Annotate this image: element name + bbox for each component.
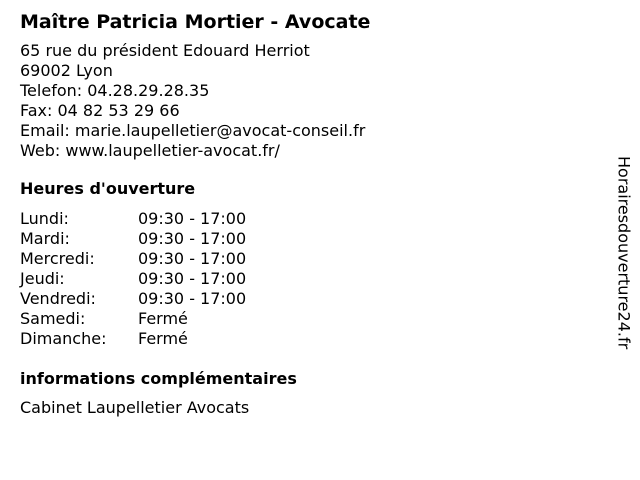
additional-info-text: Cabinet Laupelletier Avocats xyxy=(20,398,250,417)
street-address: 65 rue du président Edouard Herriot xyxy=(20,41,310,60)
day-hours: 09:30 - 17:00 xyxy=(138,269,247,288)
source-site-label[interactable]: Horairesdouverture24.fr xyxy=(614,156,634,350)
hours-row-thursday xyxy=(20,269,600,289)
day-hours: 09:30 - 17:00 xyxy=(138,229,247,248)
fax-number: Fax: 04 82 53 29 66 xyxy=(20,101,180,120)
opening-hours-heading: Heures d'ouverture xyxy=(20,179,196,198)
day-hours: 09:30 - 17:00 xyxy=(138,289,247,308)
email-link[interactable]: Email: marie.laupelletier@avocat-conseil.fr xyxy=(20,121,366,140)
phone-number[interactable]: Telefon: 04.28.29.28.35 xyxy=(20,81,210,100)
hours-row-friday xyxy=(20,289,600,309)
hours-row-monday xyxy=(20,209,600,229)
business-card xyxy=(20,10,600,418)
page-title: Maître Patricia Mortier - Avocate xyxy=(20,11,371,33)
hours-row-wednesday xyxy=(20,249,600,269)
hours-row-tuesday xyxy=(20,229,600,249)
day-hours: Fermé xyxy=(138,329,188,348)
day-hours: Fermé xyxy=(138,309,188,328)
day-label: Dimanche: xyxy=(20,329,107,348)
source-site-link[interactable] xyxy=(614,135,634,371)
website-link[interactable]: Web: www.laupelletier-avocat.fr/ xyxy=(20,141,280,160)
day-label: Mardi: xyxy=(20,229,70,248)
day-label: Lundi: xyxy=(20,209,69,228)
address-block xyxy=(20,41,600,161)
day-label: Jeudi: xyxy=(20,269,65,288)
day-hours: 09:30 - 17:00 xyxy=(138,249,247,268)
day-label: Mercredi: xyxy=(20,249,95,268)
hours-row-sunday xyxy=(20,329,600,349)
additional-info-heading: informations complémentaires xyxy=(20,369,297,388)
city-address: 69002 Lyon xyxy=(20,61,113,80)
hours-row-saturday xyxy=(20,309,600,329)
day-hours: 09:30 - 17:00 xyxy=(138,209,247,228)
day-label: Samedi: xyxy=(20,309,86,328)
opening-hours-table xyxy=(20,209,600,349)
day-label: Vendredi: xyxy=(20,289,96,308)
